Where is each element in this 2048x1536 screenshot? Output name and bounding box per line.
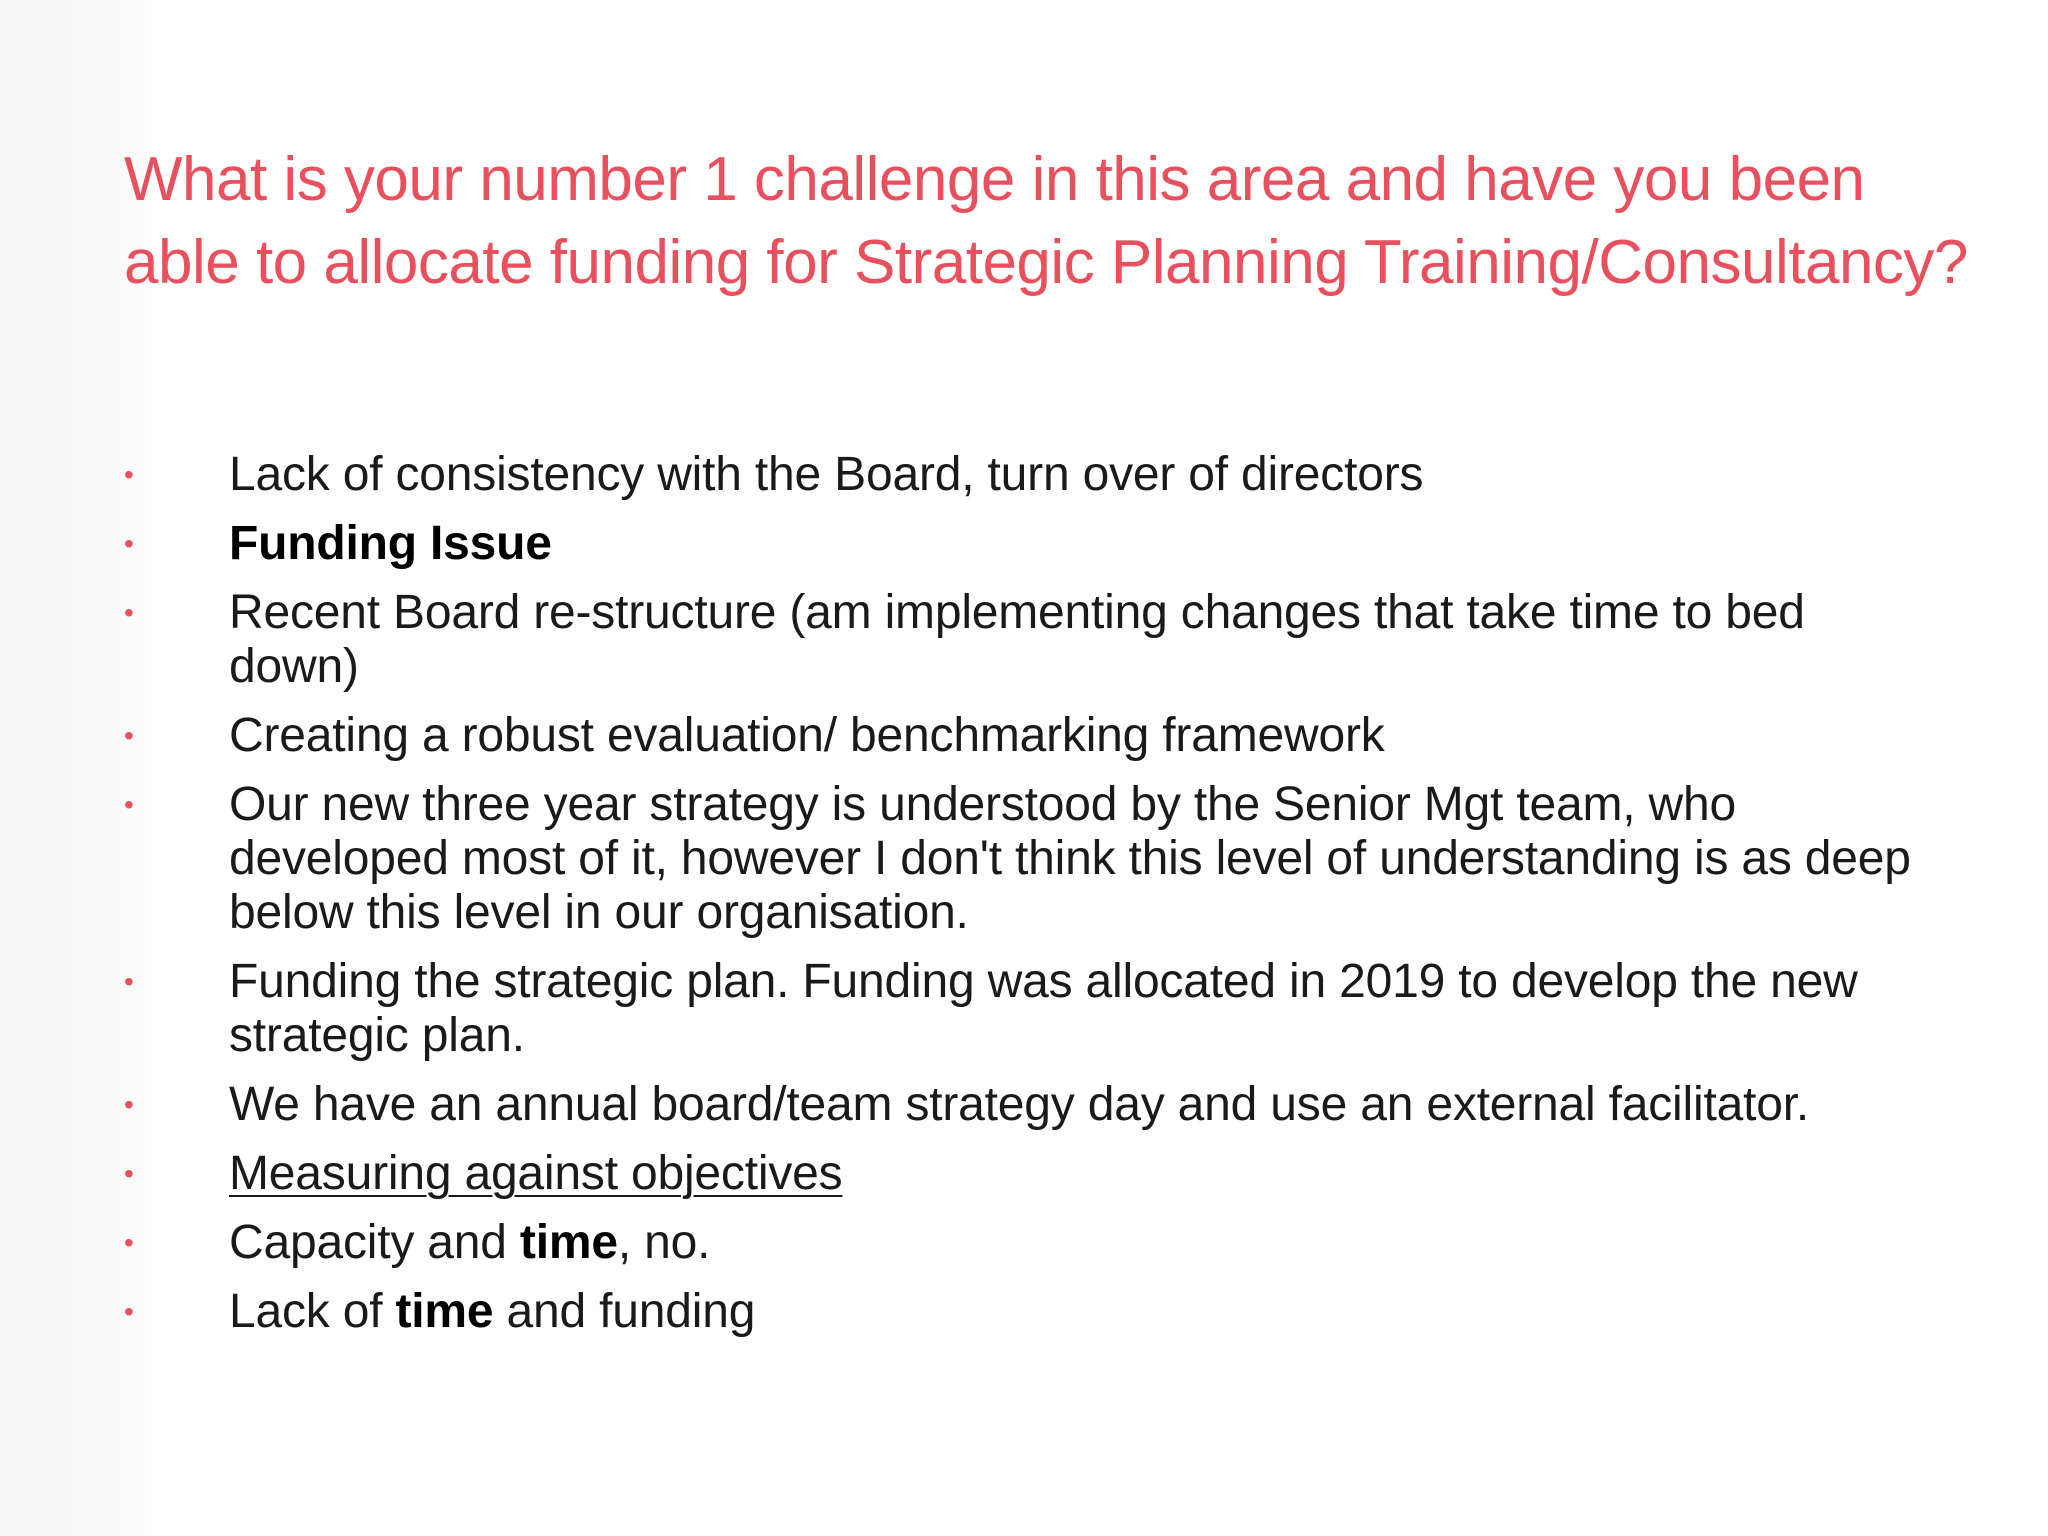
bullet-icon: • (124, 1089, 134, 1120)
bullet-text: , no. (617, 1216, 711, 1269)
bullet-item-funding-plan (124, 955, 1924, 1063)
bullet-icon: • (124, 1296, 134, 1327)
bullet-icon: • (124, 966, 134, 997)
bullet-text: Our new three year strategy is understood by the Senior Mgt team, who developed most of it, however I don't think this level of understanding is as deep below this level in our organisation. (229, 778, 1911, 939)
bullet-item-funding-issue (124, 517, 1924, 571)
bullet-item-board-restructure (124, 586, 1924, 694)
bullet-text: Lack of (229, 1285, 396, 1338)
slide-title: What is your number 1 challenge in this area and have you been able to allocate funding for Strategic Planning Training/Consultancy? (124, 145, 1968, 297)
bullet-item-strategy-day (124, 1078, 1924, 1132)
bullet-text-bold: time (519, 1216, 618, 1269)
bullet-item-evaluation-framework (124, 709, 1924, 763)
bullet-icon: • (124, 528, 134, 559)
bullet-text: Recent Board re-structure (am implementing changes that take time to bed down) (229, 586, 1805, 693)
bullet-icon: • (124, 789, 134, 820)
bullet-list (124, 448, 1924, 1354)
bullet-text-bold: time (395, 1285, 494, 1338)
bullet-icon: • (124, 720, 134, 751)
bullet-item-time-funding (124, 1285, 1924, 1339)
bullet-icon: • (124, 1227, 134, 1258)
bullet-text: Capacity and (229, 1216, 520, 1269)
bullet-text: Funding the strategic plan. Funding was allocated in 2019 to develop the new strategic plan. (229, 955, 1858, 1062)
bullet-text: Creating a robust evaluation/ benchmarking framework (229, 709, 1385, 762)
bullet-text: Lack of consistency with the Board, turn over of directors (229, 448, 1424, 501)
bullet-text: We have an annual board/team strategy day and use an external facilitator. (229, 1078, 1809, 1131)
bullet-text-underlined: Measuring against objectives (229, 1147, 843, 1200)
bullet-icon: • (124, 1158, 134, 1189)
bullet-text-bold: Funding Issue (229, 517, 552, 570)
bullet-text: and funding (493, 1285, 756, 1338)
bullet-icon: • (124, 459, 134, 490)
bullet-item-measuring-objectives (124, 1147, 1924, 1201)
bullet-item-three-year-strategy (124, 778, 1924, 940)
bullet-item-consistency (124, 448, 1924, 502)
bullet-item-capacity-time (124, 1216, 1924, 1270)
bullet-icon: • (124, 597, 134, 628)
